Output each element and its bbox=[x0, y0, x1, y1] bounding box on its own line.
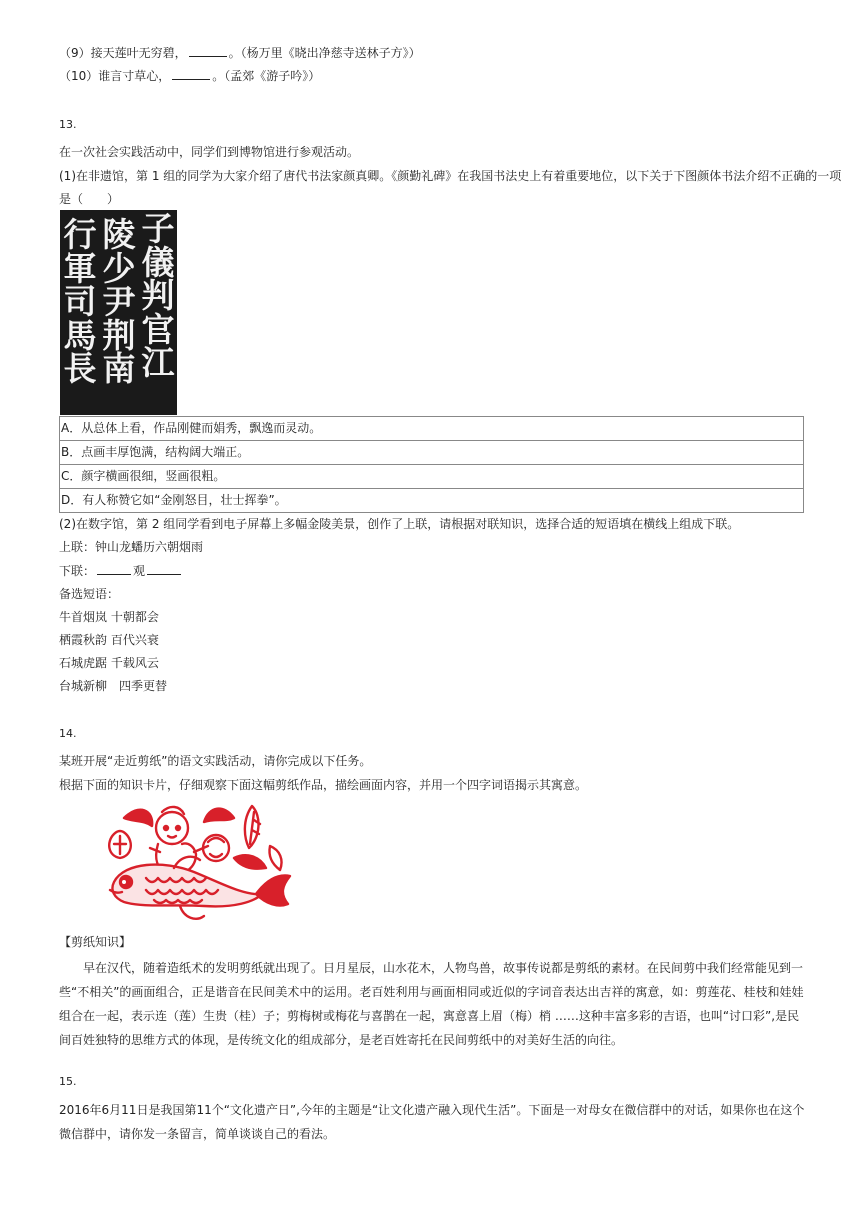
answer-blank[interactable] bbox=[172, 68, 210, 80]
calligraphy-column-middle bbox=[100, 215, 138, 388]
calligraphy-char: 尹 bbox=[102, 282, 136, 321]
poem-item-10-prefix: （10）谁言寸草心， bbox=[59, 69, 171, 83]
lower-couplet-label: 下联： bbox=[59, 564, 96, 578]
option-a[interactable]: A．从总体上看，作品刚健而娟秀，飘逸而灵动。 bbox=[60, 417, 803, 441]
q13-part1-line2: 是（ ） bbox=[59, 192, 120, 206]
option-c[interactable]: C．颜字横画很细，竖画很粗。 bbox=[60, 465, 803, 489]
option-b[interactable]: B．点画丰厚饱满，结构阔大端正。 bbox=[60, 441, 803, 465]
option-d[interactable]: D．有人称赞它如“金刚怒目，壮士挥拳”。 bbox=[61, 493, 287, 507]
calligraphy-char: 陵 bbox=[102, 215, 136, 254]
phrase-option: 栖霞秋韵 百代兴衰 bbox=[59, 633, 159, 647]
calligraphy-char: 行 bbox=[63, 215, 97, 254]
upper-couplet: 上联：钟山龙蟠历六朝烟雨 bbox=[59, 540, 204, 554]
question-number-15: 15. bbox=[59, 1075, 77, 1088]
lower-couplet-mid: 观 bbox=[133, 564, 146, 578]
calligraphy-char: 少 bbox=[102, 248, 136, 288]
poem-item-10 bbox=[59, 68, 320, 84]
calligraphy-char: 官 bbox=[141, 309, 175, 349]
calligraphy-char: 判 bbox=[141, 276, 175, 315]
calligraphy-char: 江 bbox=[141, 343, 175, 382]
paper-cut-artwork bbox=[109, 806, 290, 919]
options-table bbox=[59, 416, 804, 513]
calligraphy-char: 南 bbox=[102, 349, 136, 388]
calligraphy-rubbing-image bbox=[60, 210, 177, 415]
calligraphy-char: 儀 bbox=[141, 242, 175, 282]
answer-blank[interactable] bbox=[97, 563, 131, 575]
calligraphy-char: 軍 bbox=[63, 248, 97, 288]
phrases-label: 备选短语： bbox=[59, 587, 120, 601]
answer-blank[interactable] bbox=[189, 45, 227, 57]
knowledge-card-title: 【剪纸知识】 bbox=[59, 935, 132, 949]
q15-text: 2016年6月11日是我国第11个“文化遗产日”,今年的主题是“让文化遗产融入现代生活”。下面是一对母女在微信群中的对话，如果你也在这个微信群中，请你发一条留言，简单谈谈自己的看法。 bbox=[59, 1103, 805, 1141]
calligraphy-char: 司 bbox=[63, 282, 97, 321]
poem-item-9 bbox=[59, 45, 421, 61]
calligraphy-char: 荆 bbox=[102, 315, 136, 355]
poem-item-9-suffix: 。（杨万里《晓出净慈寺送林子方》） bbox=[228, 46, 421, 60]
calligraphy-char: 子 bbox=[141, 210, 175, 248]
question-number-13: 13. bbox=[59, 118, 77, 131]
lower-couplet bbox=[59, 563, 183, 579]
calligraphy-column-right bbox=[139, 212, 177, 380]
poem-item-9-prefix: （9）接天莲叶无穷碧， bbox=[59, 46, 187, 60]
q14-task: 根据下面的知识卡片，仔细观察下面这幅剪纸作品，描绘画面内容，并用一个四字词语揭示其寓意。 bbox=[59, 778, 588, 792]
q13-part2: (2)在数字馆，第 2 组同学看到电子屏幕上多幅金陵美景，创作了上联，请根据对联知识，选择合适的短语填在横线上组成下联。 bbox=[59, 517, 740, 531]
calligraphy-column-left bbox=[61, 215, 99, 388]
knowledge-card-text: 早在汉代，随着造纸术的发明剪纸就出现了。日月星辰，山水花木，人物鸟兽，故事传说都是剪纸的素材。在民间剪中我们经常能见到一些“不相关”的画面组合，正是谐音在民间美术中的运用。老百姓利用与画面相同或近似的字词音表达出吉祥的寓意，如：剪莲花、桂枝和娃娃组合在一起，表示连（莲）生贵（桂）子；剪梅树或梅花与喜鹊在一起，寓意喜上眉（梅）梢 ……这种丰富多彩的吉语，也叫“讨口彩”,是民间百姓独特的思维方式的体现，是传统文化的组成部分，是老百姓寄托在民间剪纸中的对美好生活的向往。 bbox=[59, 961, 804, 1047]
q14-intro: 某班开展“走近剪纸”的语文实践活动，请你完成以下任务。 bbox=[59, 754, 372, 768]
q13-part1-line1: (1)在非遗馆，第 1 组的同学为大家介绍了唐代书法家颜真卿。《颜勤礼碑》在我国书法史上有着重要地位，以下关于下图颜体书法介绍不正确的一项 bbox=[59, 169, 842, 183]
calligraphy-char: 馬 bbox=[63, 315, 97, 355]
phrase-option: 台城新柳 四季更替 bbox=[59, 679, 168, 693]
q13-intro: 在一次社会实践活动中，同学们到博物馆进行参观活动。 bbox=[59, 145, 360, 159]
phrase-option: 石城虎踞 千载风云 bbox=[59, 656, 159, 670]
question-number-14: 14. bbox=[59, 727, 77, 740]
calligraphy-char: 長 bbox=[63, 349, 97, 388]
paper-cut-image bbox=[84, 798, 294, 928]
phrase-option: 牛首烟岚 十朝都会 bbox=[59, 610, 159, 624]
answer-blank[interactable] bbox=[147, 563, 181, 575]
poem-item-10-suffix: 。（孟郊《游子吟》） bbox=[212, 69, 321, 83]
